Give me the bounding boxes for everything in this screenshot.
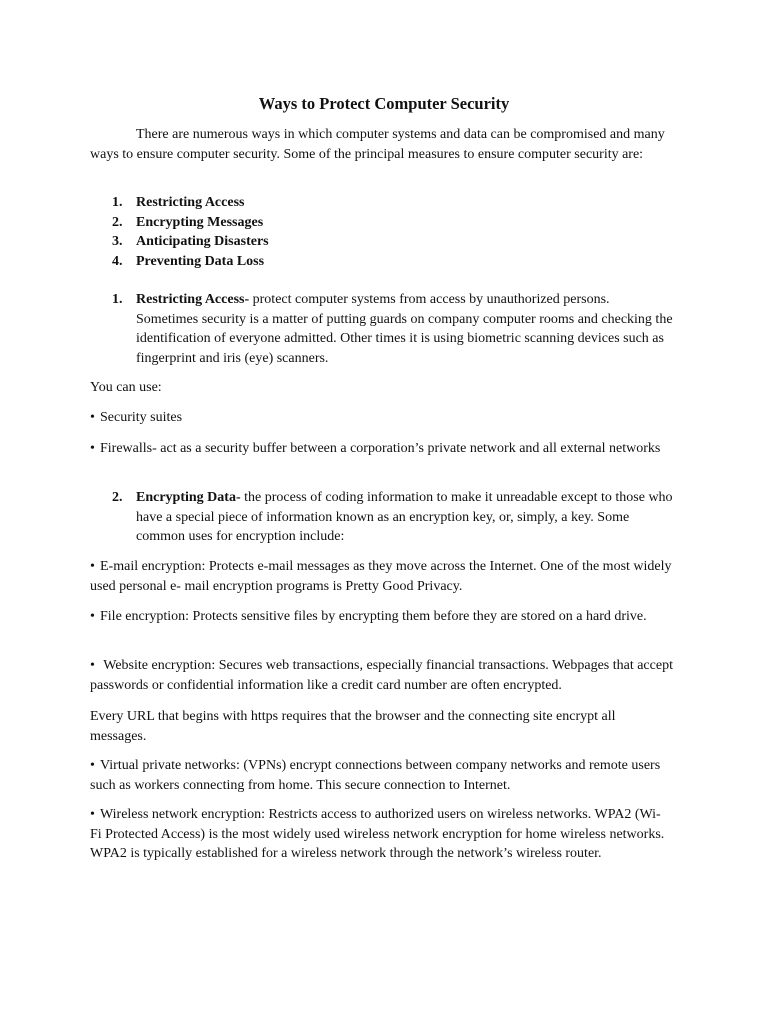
bullet-icon: • (90, 658, 95, 673)
bullet-text: Website encryption: Secures web transactions, especially financial transactions. Webpages that accept passwords or confidential information like a credit card number are often encrypted. (90, 658, 673, 693)
bullet-text: Wireless network encryption: Restricts access to authorized users on wireless networks. WPA2 (Wi- Fi Protected Access) is the most widely used wireless network encryption for home wireless networks. WPA2 is typically established for a wireless network through the network’s wireless router. (90, 807, 665, 861)
bullet-text: File encryption: Protects sensitive files by encrypting them before they are stored on a hard drive. (100, 609, 647, 624)
list-item (112, 232, 672, 252)
bullet-item (90, 607, 674, 627)
bullet-text: E-mail encryption: Protects e-mail messages as they move across the Internet. One of the most widely used personal e- mail encryption programs is Pretty Good Privacy. (90, 559, 672, 594)
bullet-icon: • (90, 410, 95, 425)
bullet-icon: • (90, 441, 95, 456)
list-item (112, 213, 672, 233)
measures-list (112, 193, 672, 271)
section-body (136, 488, 674, 547)
bullet-icon: • (90, 758, 95, 773)
list-number: 1. (112, 195, 123, 210)
section-text: protect computer systems from access by unauthorized persons. Sometimes security is a matter of putting guards on company computer rooms and checking the identification of everyone admitted. Other times it is using biometric scanning devices such as fingerprint and iris (eye) scanners. (136, 292, 673, 366)
bullet-item (90, 756, 674, 795)
section-heading: Restricting Access- (136, 292, 250, 307)
section-body (136, 290, 674, 368)
section-heading: Encrypting Data- (136, 490, 241, 505)
bullet-icon: • (90, 609, 95, 624)
list-item-label: Restricting Access (136, 195, 245, 210)
bullet-icon: • (90, 807, 95, 822)
list-item-label: Preventing Data Loss (136, 253, 265, 269)
bullet-item (90, 805, 674, 864)
you-can-use-label: You can use: (90, 380, 162, 395)
page-title: Ways to Protect Computer Security (258, 94, 510, 113)
url-note: Every URL that begins with https requires that the browser and the connecting site encrypt all messages. (90, 709, 616, 744)
list-item-label: Anticipating Disasters (136, 234, 269, 249)
section-restricting-access (112, 290, 674, 368)
list-number: 2. (112, 214, 123, 230)
list-item-label: Encrypting Messages (136, 214, 264, 230)
bullet-text: Virtual private networks: (VPNs) encrypt connections between company networks and remote users such as workers connecting from home. This secure connection to Internet. (90, 758, 661, 793)
section-text: the process of coding information to make it unreadable except to those who have a special piece of information known as an encryption key, or, simply, a key. Some common uses for encryption include: (136, 490, 673, 544)
bullet-text: Security suites (100, 410, 183, 425)
list-item (112, 252, 672, 272)
intro-paragraph: There are numerous ways in which computer systems and data can be compromised and many ways to ensure computer security. Some of the principal measures to ensure computer security are: (90, 127, 665, 162)
bullet-item (90, 656, 674, 695)
bullet-icon: • (90, 559, 95, 574)
list-item (112, 193, 672, 213)
bullet-item (90, 557, 674, 596)
bullet-item (90, 439, 674, 459)
section-number: 1. (112, 292, 123, 307)
list-number: 4. (112, 253, 123, 269)
list-number: 3. (112, 234, 123, 249)
section-number: 2. (112, 490, 123, 505)
bullet-text: Firewalls- act as a security buffer between a corporation’s private network and all external networks (100, 441, 661, 456)
section-encrypting-data (112, 488, 674, 547)
bullet-item (90, 408, 674, 428)
